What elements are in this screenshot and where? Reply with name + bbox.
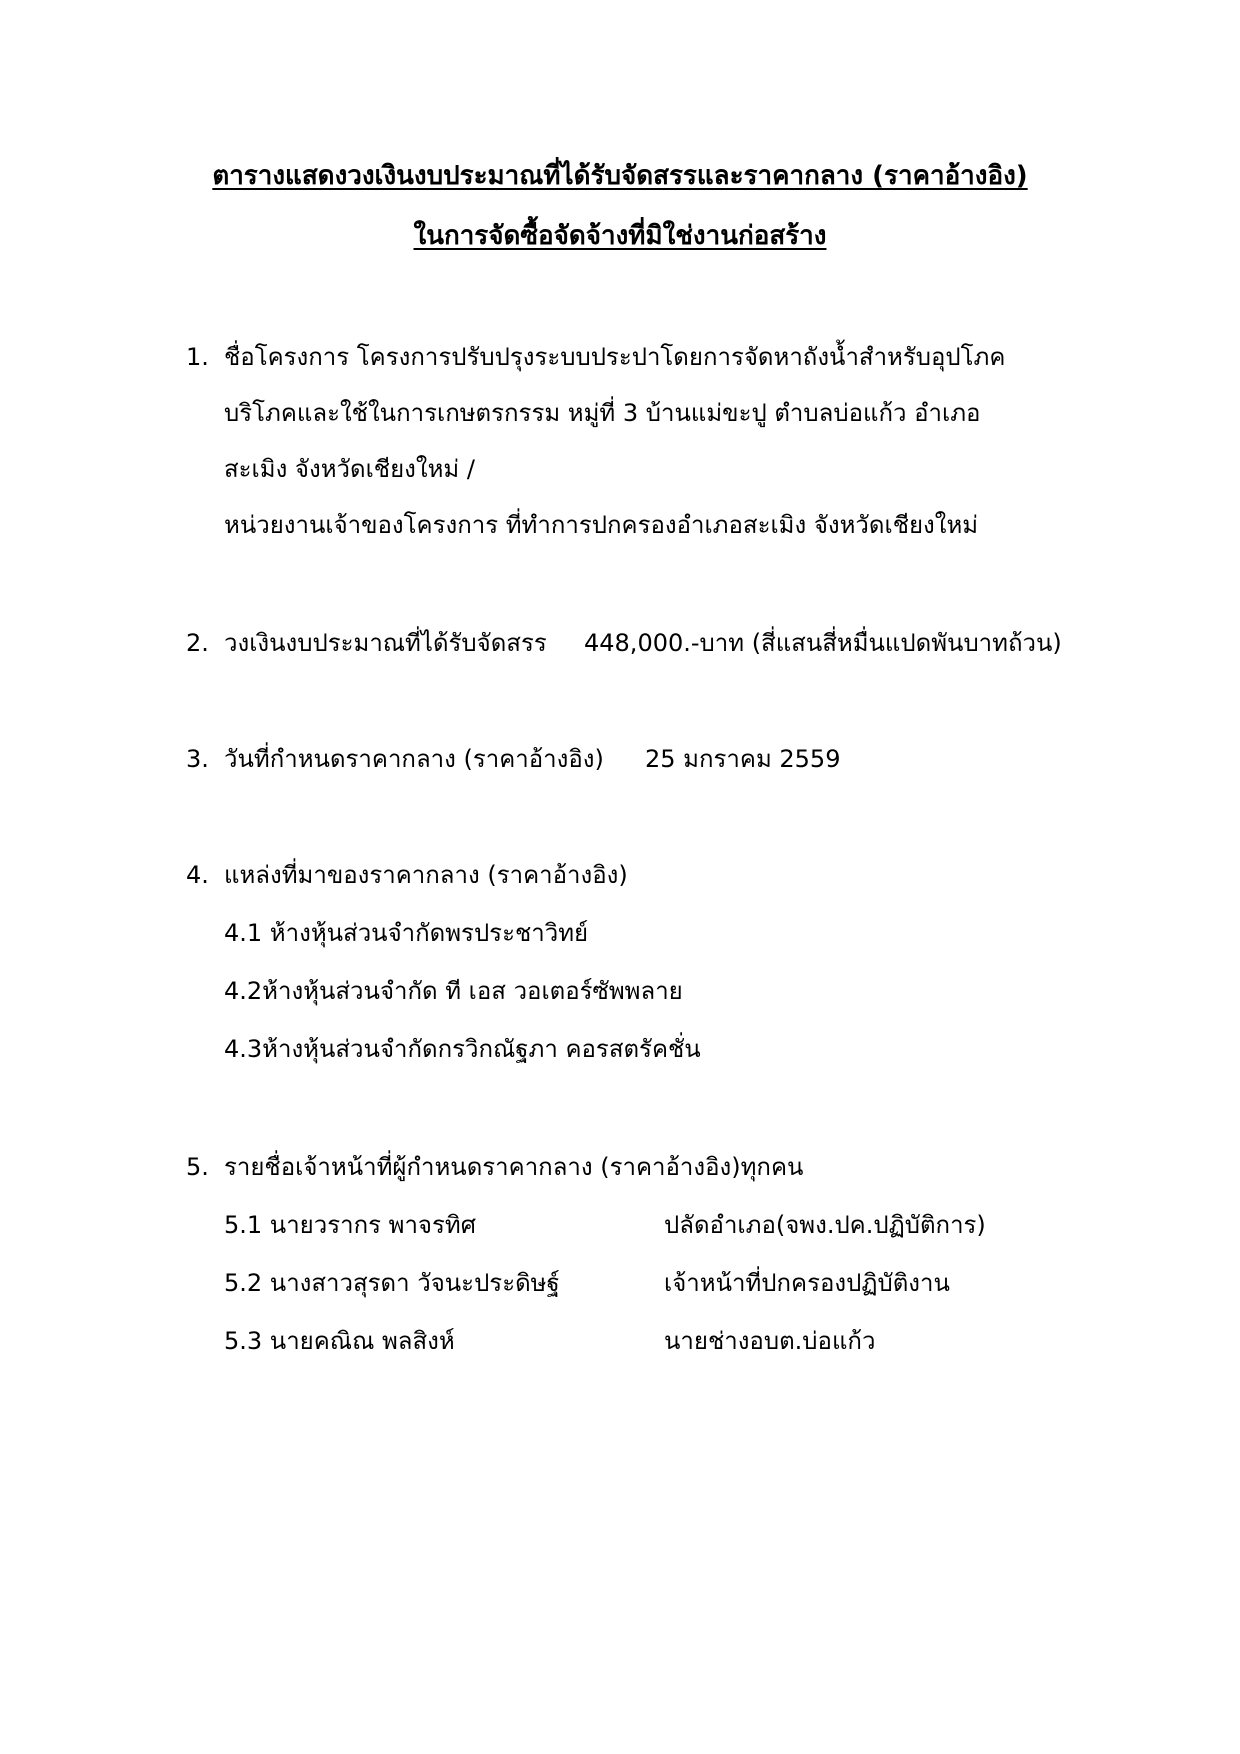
section-1-line-1: ชื่อโครงการ โครงการปรับปรุงระบบประปาโดยการจัดหาถังน้ำสำหรับอุปโภค	[224, 343, 1006, 371]
section-4-item-2: 4.2ห้างหุ้นส่วนจำกัด ที เอส วอเตอร์ซัพพลาย	[224, 977, 683, 1005]
section-1-line-4: หน่วยงานเจ้าของโครงการ ที่ทำการปกครองอำเภอสะเมิง จังหวัดเชียงใหม่	[224, 511, 979, 539]
section-5-heading: รายชื่อเจ้าหน้าที่ผู้กำหนดราคากลาง (ราคาอ้างอิง)ทุกคน	[224, 1153, 804, 1181]
section-2-amount: 448,000.-บาท (สี่แสนสี่หมื่นแปดพันบาทถ้วน)	[584, 629, 1062, 657]
section-2-number: 2.	[186, 629, 209, 657]
section-3-number: 3.	[186, 745, 209, 773]
section-2-label: วงเงินงบประมาณที่ได้รับจัดสรร	[224, 629, 547, 657]
section-4-number: 4.	[186, 861, 209, 889]
person-2-name: 5.2 นางสาวสุรดา วัจนะประดิษฐ์	[224, 1269, 560, 1297]
section-3-label: วันที่กำหนดราคากลาง (ราคาอ้างอิง)	[224, 745, 604, 773]
section-4-item-1: 4.1 ห้างหุ้นส่วนจำกัดพรประชาวิทย์	[224, 919, 589, 947]
person-1-position: ปลัดอำเภอ(จพง.ปค.ปฏิบัติการ)	[664, 1211, 986, 1239]
person-3-position: นายช่างอบต.บ่อแก้ว	[664, 1327, 876, 1355]
person-1-name: 5.1 นายวรากร พาจรทิศ	[224, 1211, 476, 1239]
document-title-line-1: ตารางแสดงวงเงินงบประมาณที่ได้รับจัดสรรและราคากลาง (ราคาอ้างอิง)	[212, 161, 1028, 191]
section-4-item-3: 4.3ห้างหุ้นส่วนจำกัดกรวิกณัฐภา คอรสตรัคชั่น	[224, 1035, 701, 1063]
section-1-number: 1.	[186, 343, 209, 371]
section-4-heading: แหล่งที่มาของราคากลาง (ราคาอ้างอิง)	[224, 861, 628, 889]
person-3-name: 5.3 นายคณิณ พลสิงห์	[224, 1327, 455, 1355]
section-5-number: 5.	[186, 1153, 209, 1181]
document-title-line-2: ในการจัดซื้อจัดจ้างที่มิใช่งานก่อสร้าง	[413, 221, 827, 251]
section-3-date: 25 มกราคม 2559	[645, 745, 841, 773]
section-1-line-2: บริโภคและใช้ในการเกษตรกรรม หมู่ที่ 3 บ้านแม่ขะปู ตำบลบ่อแก้ว อำเภอ	[224, 399, 981, 427]
person-2-position: เจ้าหน้าที่ปกครองปฏิบัติงาน	[664, 1269, 950, 1297]
section-1-line-3: สะเมิง จังหวัดเชียงใหม่ /	[224, 455, 475, 483]
